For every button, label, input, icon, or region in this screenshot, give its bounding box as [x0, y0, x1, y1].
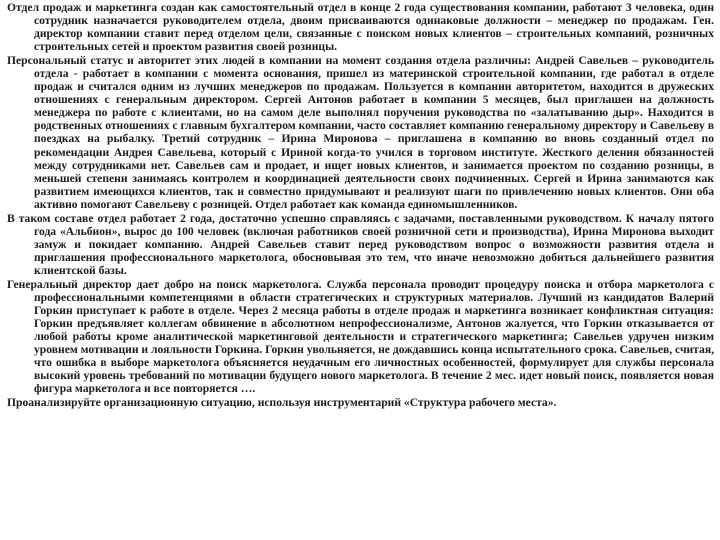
paragraph-task: Проанализируйте организационную ситуацию, используя инструментарий «Структура рабочего места».: [7, 396, 557, 410]
paragraph-personal-status: Персональный статус и авторитет этих людей в компании на момент создания отдела различны: Андрей Савельев – руководитель отдела - работает в компании с момента основания, пришел из материнской строительной компании, где работал в отделе продаж и считался одним из лучших менеджеров по продажам. Пользуется в компании авторитетом, находится в дружеских отношениях с генеральным директором. Сергей Антонов работает в компании 5 месяцев, был приглашен на должность менеджера по работе с клиентами, но на самом деле выполнял поручения руководства по «залатыванию дыр». Находится в родственных отношениях с главным бухгалтером компании, часто составляет компанию генеральному директору и Савельеву в поездках на рыбалку. Третий сотрудник – Ирина Миронова – приглашена в компанию во вновь созданный отдел по рекомендации Андрея Савельева, который с Ириной когда-то учился в торговом институте. Жесткого деления обязанностей между сотрудниками нет. Савельев сам и продает, и ищет новых клиентов, и занимается проектом по созданию розницы, в меньшей степени занимаясь контролем и координацией деятельности своих подчиненных. Сергей и Ирина занимаются как развитием имеющихся клиентов, так и совместно придумывают и реализуют шаги по привлечению новых клиентов. Они оба активно помогают Савельеву с розницей. Отдел работает как команда единомышленников.: [7, 54, 714, 211]
paragraph-department-creation: Отдел продаж и маркетинга создан как самостоятельный отдел в конце 2 года существования компании, работают 3 человека, один сотрудник назначается руководителем отдела, двоим присваиваются одинаковые должности – менеджер по продажам. Ген. директор компании ставит перед отделом цели, связанные с поиском новых клиентов – строительных компаний, розничных строительных сетей и проектом развития своей розницы.: [7, 1, 714, 54]
paragraph-department-growth: В таком составе отдел работает 2 года, достаточно успешно справляясь с задачами, поставленными руководством. К началу пятого года «Альбион», вырос до 100 человек (включая работников своей розничной сети и производства), Ирина Миронова выходит замуж и покидает компанию. Андрей Савельев ставит перед руководством вопрос о возможности развития отдела и приглашения профессионального маркетолога, обосновывая это тем, что иначе невозможно добиться дальнейшего развития клиентской базы.: [7, 211, 714, 277]
paragraph-marketer-search: Генеральный директор дает добро на поиск маркетолога. Служба персонала проводит процедуру поиска и отбора маркетолога с профессиональными компетенциями в области стратегических и структурных материалов. Лучший из кандидатов Валерий Горкин приступает к работе в отделе. Через 2 месяца работы в отделе продаж и маркетинга возникает конфликтная ситуация: Горкин предъявляет коллегам обвинение в абсолютном непрофессионализме, Антонов жалуется, что Горкин отказывается от любой работы кроме аналитической маркетинговой деятельности и стратегического маркетинга; Савельев удручен низким уровнем мотивации и лояльности Горкина. Горкин увольняется, не дождавшись конца испытательного срока. Савельев, считая, что ошибка в выборе маркетолога объясняется неудачным его личностных особенностей, формулирует для службы персонала высокий уровень требований по мотивации будущего нового маркетолога. В течение 2 мес. идет новый поиск, появляется новая фигура маркетолога и все повторяется ….: [7, 277, 714, 396]
